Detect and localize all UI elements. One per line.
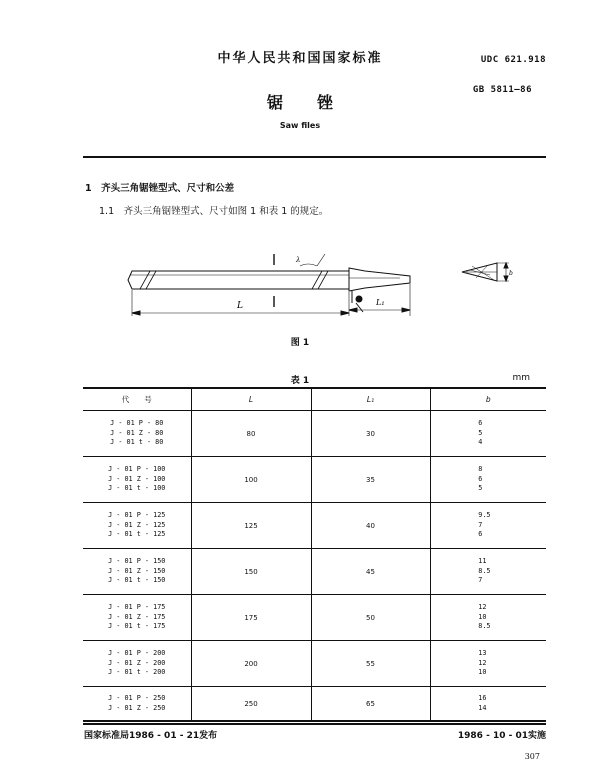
- document-title: 锯锉: [266, 93, 367, 112]
- cell-codes: [83, 457, 191, 503]
- figure-caption: 图 1: [290, 338, 310, 348]
- label-b: b: [509, 270, 513, 277]
- cell-b: [430, 457, 546, 503]
- code-value: J - 01 t - 200: [108, 668, 166, 677]
- standard-title: 中华人民共和国国家标准: [217, 51, 383, 66]
- b-value: 5: [478, 428, 483, 437]
- cell-b: [430, 641, 546, 687]
- table-caption: 表 1: [290, 376, 310, 386]
- cell-L: 175: [191, 595, 311, 641]
- cell-L: 100: [191, 457, 311, 503]
- b-value: 14: [478, 703, 487, 712]
- cell-L: 250: [191, 687, 311, 722]
- b-value: 6: [478, 419, 483, 428]
- code-value: J - 01 P - 200: [108, 649, 166, 658]
- code-value: J - 01 t - 150: [108, 576, 166, 585]
- code-value: J - 01 Z - 250: [108, 703, 166, 712]
- cell-L1: 30: [311, 411, 430, 457]
- code-value: J - 01 Z - 200: [108, 658, 166, 667]
- code-value: J - 01 t - 80: [110, 438, 164, 447]
- document-subtitle: Saw files: [279, 121, 321, 130]
- code-value: J - 01 Z - 125: [108, 520, 166, 529]
- table-row: [83, 595, 546, 641]
- code-value: J - 01 P - 250: [108, 694, 166, 702]
- cell-L1: 55: [311, 641, 430, 687]
- cell-b: [430, 411, 546, 457]
- table-header-row: [83, 388, 546, 411]
- b-value: 5: [478, 484, 483, 493]
- label-lambda: λ: [296, 256, 301, 264]
- code-value: J - 01 Z - 150: [108, 566, 166, 575]
- code-value: J - 01 P - 100: [108, 465, 166, 474]
- label-L: L: [237, 301, 243, 311]
- table-row: [83, 503, 546, 549]
- header-L: L: [191, 388, 311, 411]
- b-value: 8.5: [478, 622, 491, 631]
- b-value: 4: [478, 438, 483, 447]
- cell-L1: 45: [311, 549, 430, 595]
- b-value: 9.5: [478, 511, 491, 520]
- cell-b: [430, 503, 546, 549]
- section-1-heading: 1 齐头三角锯锉型式、尺寸和公差: [85, 183, 235, 194]
- cell-b: [430, 687, 546, 722]
- code-value: J - 01 t - 100: [108, 484, 166, 493]
- b-value: 10: [478, 668, 487, 677]
- code-value: J - 01 Z - 175: [108, 612, 166, 621]
- table-row: [83, 687, 546, 722]
- header-L1: L₁: [311, 388, 430, 411]
- code-value: J - 01 P - 80: [110, 419, 164, 428]
- code-value: J - 01 t - 125: [108, 530, 166, 539]
- cell-L: 125: [191, 503, 311, 549]
- top-rule: [83, 156, 546, 158]
- header-code: 代 号: [83, 388, 191, 411]
- table-row: [83, 549, 546, 595]
- file-body: [128, 271, 349, 289]
- table-row: [83, 411, 546, 457]
- cell-b: [430, 595, 546, 641]
- cell-L1: 50: [311, 595, 430, 641]
- b-value: 12: [478, 603, 487, 612]
- b-value: 12: [478, 658, 487, 667]
- b-value: 16: [478, 694, 487, 702]
- b-value: 6: [478, 530, 483, 539]
- code-value: J - 01 P - 125: [108, 511, 166, 520]
- b-value: 8.5: [478, 566, 491, 575]
- b-value: 13: [478, 649, 487, 658]
- cell-codes: [83, 595, 191, 641]
- table-unit: mm: [512, 373, 530, 383]
- code-value: J - 01 Z - 80: [110, 428, 164, 437]
- cell-codes: [83, 503, 191, 549]
- code-value: J - 01 P - 175: [108, 603, 166, 612]
- cell-L: 200: [191, 641, 311, 687]
- code-value: J - 01 t - 175: [108, 622, 166, 631]
- cell-codes: [83, 411, 191, 457]
- cell-codes: [83, 641, 191, 687]
- cell-L1: 65: [311, 687, 430, 722]
- data-table: [83, 387, 546, 722]
- code-value: J - 01 P - 150: [108, 557, 166, 566]
- cell-L1: 40: [311, 503, 430, 549]
- b-value: 7: [478, 576, 483, 585]
- issue-date: 国家标准局1986 - 01 - 21发布: [84, 731, 218, 741]
- page-number: 307: [524, 752, 540, 761]
- table-row: [83, 641, 546, 687]
- cell-b: [430, 549, 546, 595]
- header-b: b: [430, 388, 546, 411]
- b-value: 10: [478, 612, 487, 621]
- cross-section: [462, 263, 497, 281]
- cell-L1: 35: [311, 457, 430, 503]
- cell-codes: [83, 549, 191, 595]
- udc-code: UDC 621.918: [480, 55, 546, 65]
- code-value: J - 01 Z - 100: [108, 474, 166, 483]
- b-value: 11: [478, 557, 487, 566]
- gb-code: GB 5811—86: [472, 85, 532, 95]
- bottom-rule: [83, 723, 546, 725]
- b-value: 7: [478, 520, 483, 529]
- cell-L: 80: [191, 411, 311, 457]
- implementation-date: 1986 - 10 - 01实施: [457, 731, 546, 741]
- cell-L: 150: [191, 549, 311, 595]
- cell-codes: [83, 687, 191, 722]
- section-1-1-text: 1.1 齐头三角锯锉型式、尺寸如图 1 和表 1 的规定。: [99, 206, 329, 217]
- label-L1: L₁: [376, 298, 385, 307]
- table-row: [83, 457, 546, 503]
- b-value: 6: [478, 474, 483, 483]
- b-value: 8: [478, 465, 483, 474]
- file-tang: [349, 268, 410, 291]
